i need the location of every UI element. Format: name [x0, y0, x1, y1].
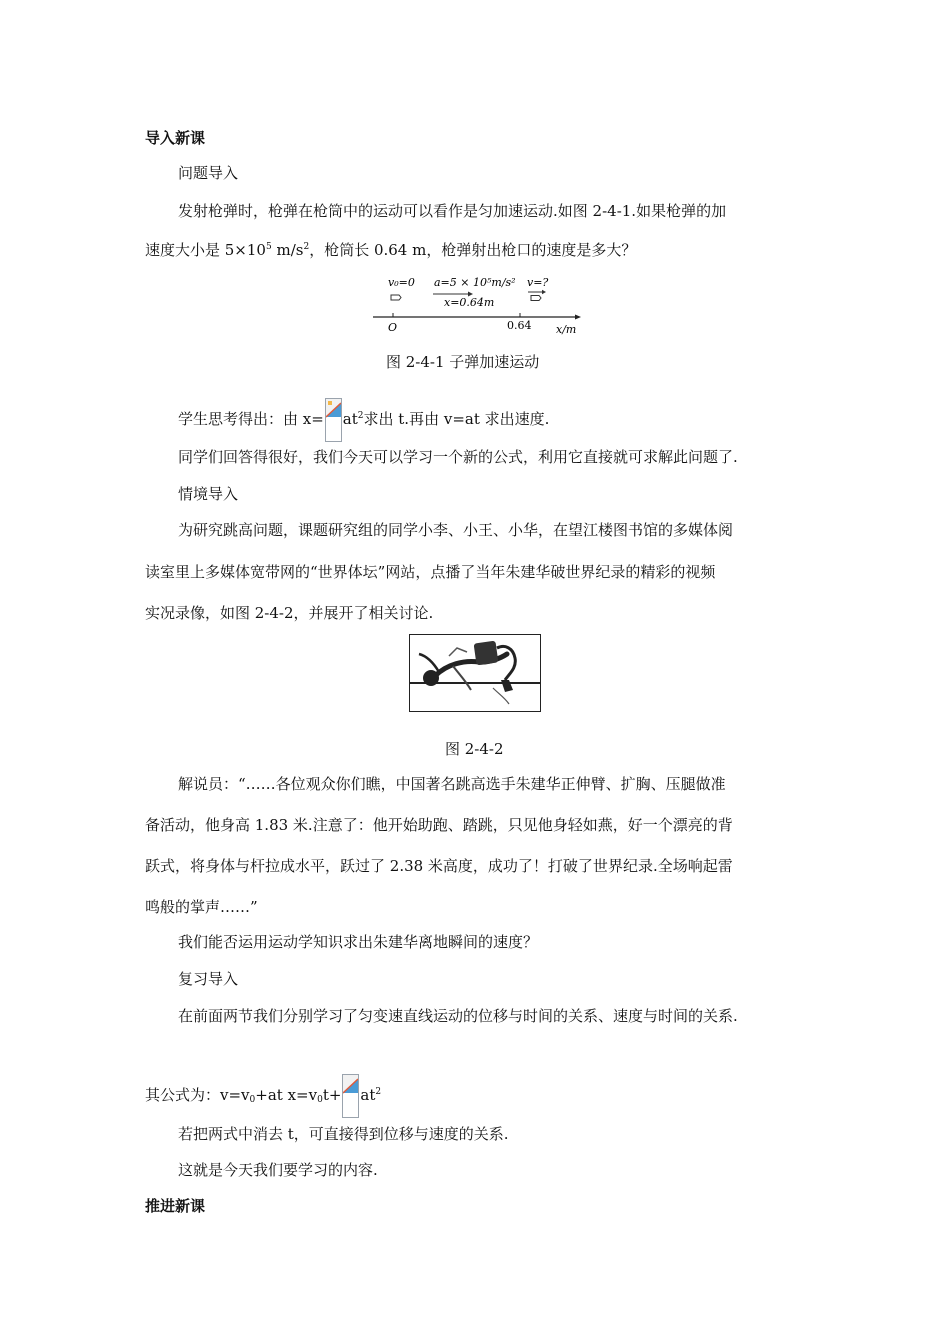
fig1-v-label: v=? [527, 276, 549, 289]
paragraph-high-jump-line3: 实况录像，如图 2-4-2，并展开了相关讨论. [145, 604, 434, 622]
fig1-tick-label: 0.64 [507, 319, 532, 332]
jumper-head [423, 670, 439, 686]
bullet-end-icon [531, 296, 541, 301]
subheading-problem-intro: 问题导入 [178, 164, 239, 182]
paragraph-high-jump-line2: 读室里上多媒体宽带网的“世界体坛”网站，点播了当年朱建华破世界纪录的精彩的视频 [145, 563, 716, 581]
paragraph-commentator-line1: 解说员：“……各位观众你们瞧，中国著名跳高选手朱建华正伸臂、扩胸、压腿做准 [178, 775, 726, 793]
fig1-a-label: a=5 × 10⁵m/s² [434, 276, 516, 289]
paragraph-review: 在前面两节我们分别学习了匀变速直线运动的位移与时间的关系、速度与时间的关系. [178, 1007, 738, 1025]
figure-high-jump-illustration [409, 634, 541, 712]
jumper-shorts [474, 641, 499, 666]
figure-bullet-acceleration [370, 272, 585, 336]
fig1-v0-label: v₀=0 [388, 276, 415, 289]
paragraph-today-content: 这就是今天我们要学习的内容. [178, 1161, 378, 1179]
section-title-advance: 推进新课 [145, 1197, 206, 1215]
figure-caption-2-4-1: 图 2-4-1 子弹加速运动 [386, 353, 540, 371]
paragraph-commentator-line2: 备活动，他身高 1.83 米.注意了：他开始助跑、踏跳，只见他身轻如燕，好一个漂亮的背 [145, 816, 733, 834]
paragraph-eliminate-t: 若把两式中消去 t，可直接得到位移与速度的关系. [178, 1125, 509, 1143]
paragraph-question: 我们能否运用运动学知识求出朱建华离地瞬间的速度？ [178, 933, 539, 951]
fig1-axis-label: x/m [556, 323, 577, 336]
paragraph-teacher-reply: 同学们回答得很好，我们今天可以学习一个新的公式，利用它直接就可求解此问题了. [178, 448, 738, 466]
fraction-image-placeholder-icon-2 [342, 1074, 359, 1118]
fig1-origin-label: O [388, 321, 398, 334]
fig1-axis-arrow-head [575, 315, 581, 320]
paragraph-commentator-line4: 鸣般的掌声……” [145, 898, 258, 916]
fraction-image-placeholder-icon [325, 398, 342, 442]
subheading-scenario-intro: 情境导入 [178, 485, 239, 503]
section-title-intro: 导入新课 [145, 129, 206, 147]
paragraph-student-answer: 学生思考得出：由 x= $at^2$求出 t.再由 v=at 求出速度. [178, 398, 549, 442]
bullet-start-icon [391, 295, 401, 300]
paragraph-formulas: 其公式为：$v=v_0+at$ $x=v_0t+$ $at^2$ [145, 1074, 381, 1118]
figure-caption-2-4-2: 图 2-4-2 [445, 740, 504, 758]
paragraph-bullet-line1: 发射枪弹时，枪弹在枪筒中的运动可以看作是匀加速运动.如图 2-4-1.如果枪弹的加 [178, 202, 727, 220]
fig1-v-arrow-head [542, 290, 546, 294]
paragraph-bullet-line2: 速度大小是 $5\times 10^5$ $m/s^2$，枪筒长 0.64 m，枪弹射出枪口的速度是多大？ [145, 241, 637, 259]
paragraph-high-jump-line1: 为研究跳高问题，课题研究组的同学小李、小王、小华，在望江楼图书馆的多媒体阅 [178, 521, 734, 539]
subheading-review-intro: 复习导入 [178, 970, 239, 988]
paragraph-commentator-line3: 跃式，将身体与杆拉成水平，跃过了 2.38 米高度，成功了！打破了世界纪录.全场响起雷 [145, 857, 733, 875]
fig1-x-label: x=0.64m [444, 296, 495, 309]
